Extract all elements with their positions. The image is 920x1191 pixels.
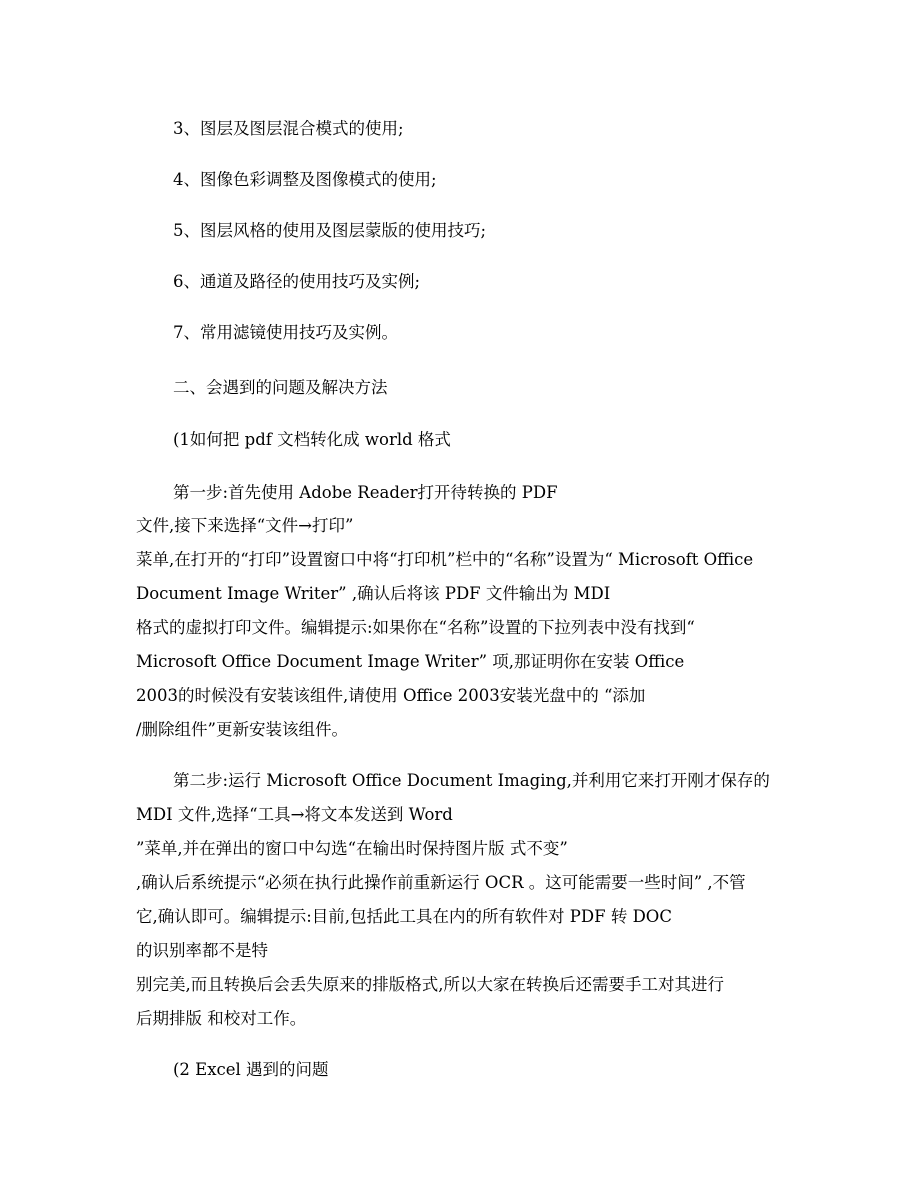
step2-line: 别完美,而且转换后会丢失原来的排版格式,所以大家在转换后还需要手工对其进行: [136, 975, 724, 994]
step1-line: Document Image Writer” ,确认后将该 PDF 文件输出为 MDI: [136, 584, 611, 603]
list-item-5: 5、图层风格的使用及图层蒙版的使用技巧;: [173, 221, 487, 240]
subheading-excel-problems: (2 Excel 遇到的问题: [173, 1060, 329, 1079]
step2-line: ”菜单,并在弹出的窗口中勾选“在输出时保持图片版 式不变”: [136, 839, 568, 858]
section-heading: 二、会遇到的问题及解决方法: [173, 378, 388, 397]
step2-line: MDI 文件,选择“工具→将文本发送到 Word: [136, 805, 453, 824]
step1-line: Microsoft Office Document Image Writer” 项,那证明你在安装 Office: [136, 652, 685, 671]
step1-line: /删除组件”更新安装该组件。: [136, 720, 348, 739]
subheading-pdf-to-word: (1如何把 pdf 文档转化成 world 格式: [173, 430, 451, 449]
step1-line: 第一步:首先使用 Adobe Reader打开待转换的 PDF: [173, 483, 558, 502]
step2-line: 后期排版 和校对工作。: [136, 1009, 307, 1028]
step1-line: 格式的虚拟打印文件。编辑提示:如果你在“名称”设置的下拉列表中没有找到“: [136, 618, 695, 637]
step1-line: 菜单,在打开的“打印”设置窗口中将“打印机”栏中的“名称”设置为“ Microsoft Office: [136, 550, 754, 569]
list-item-4: 4、图像色彩调整及图像模式的使用;: [173, 170, 437, 189]
list-item-6: 6、通道及路径的使用技巧及实例;: [173, 272, 421, 291]
step2-line: ,确认后系统提示“必须在执行此操作前重新运行 OCR 。这可能需要一些时间” ,不管: [136, 873, 746, 892]
list-item-3: 3、图层及图层混合模式的使用;: [173, 119, 404, 138]
list-item-7: 7、常用滤镜使用技巧及实例。: [173, 323, 398, 342]
step1-line: 2003的时候没有安装该组件,请使用 Office 2003安装光盘中的 “添加: [136, 686, 646, 705]
step1-line: 文件,接下来选择“文件→打印”: [136, 516, 354, 535]
step2-line: 的识别率都不是特: [136, 941, 268, 960]
step2-line: 它,确认即可。编辑提示:目前,包括此工具在内的所有软件对 PDF 转 DOC: [136, 907, 672, 926]
step2-line: 第二步:运行 Microsoft Office Document Imaging,并利用它来打开刚才保存的: [173, 771, 770, 790]
